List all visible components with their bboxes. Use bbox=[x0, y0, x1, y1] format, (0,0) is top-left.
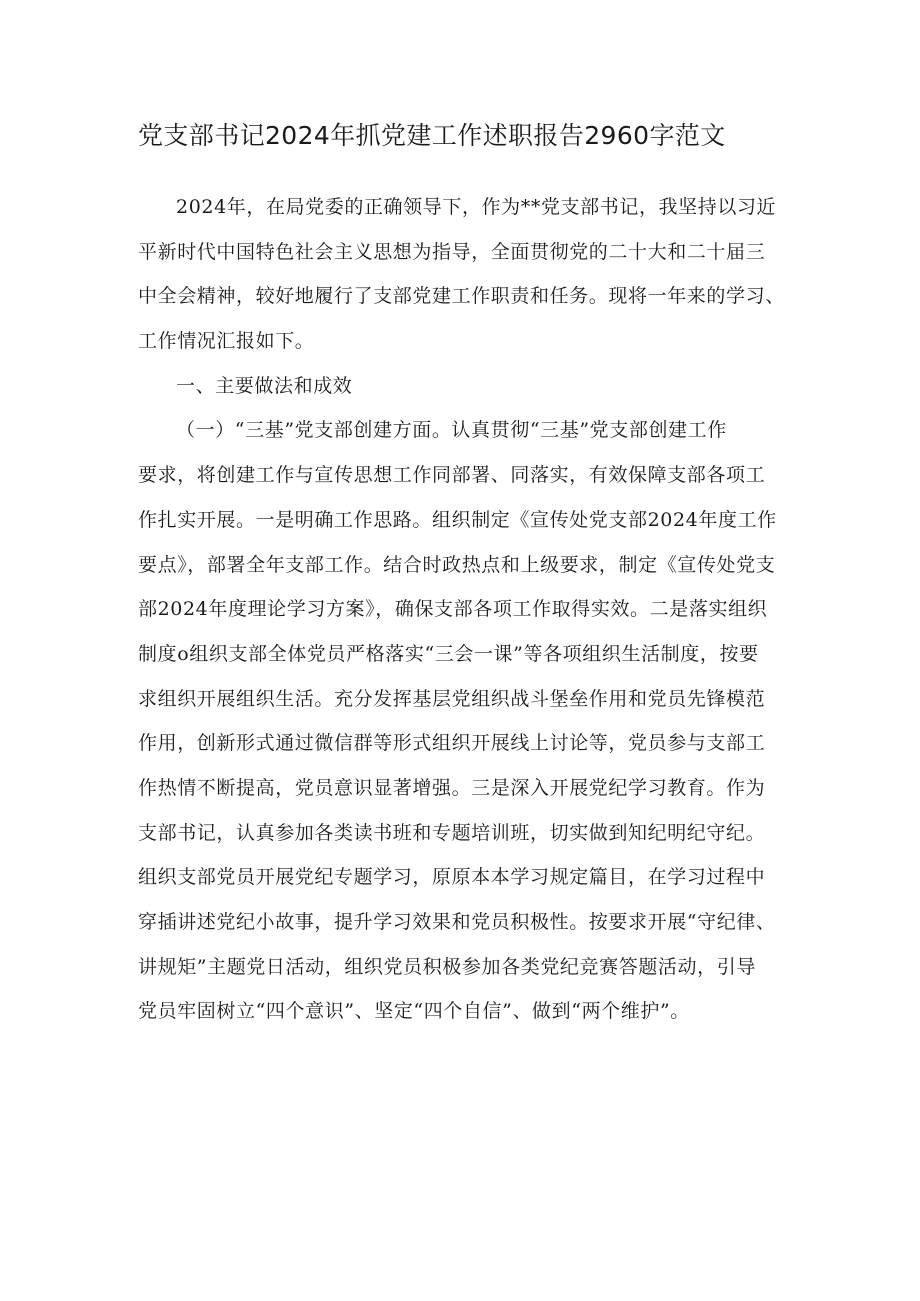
paragraph-line: 部2024年度理论学习方案》，确保支部各项工作取得实效。二是落实组织 bbox=[138, 598, 768, 621]
paragraph-line: 组织支部党员开展党纪专题学习，原原本本学习规定篇目，在学习过程中 bbox=[138, 866, 766, 889]
paragraph-line: 作热情不断提高，党员意识显著增强。三是深入开展党纪学习教育。作为 bbox=[138, 776, 766, 799]
paragraph-line: 讲规矩”主题党日活动，组织党员积极参加各类党纪竞赛答题活动，引导 bbox=[138, 955, 756, 978]
paragraph-line: 要点》，部署全年支部工作。结合时政热点和上级要求，制定《宣传处党支 bbox=[138, 553, 776, 576]
paragraph-line: 要求，将创建工作与宣传思想工作同部署、同落实，有效保障支部各项工 bbox=[138, 464, 766, 487]
paragraph-line: 求组织开展组织生活。充分发挥基层党组织战斗堡垒作用和党员先锋模范 bbox=[138, 687, 766, 710]
section-heading: 一、主要做法和成效 bbox=[176, 374, 353, 397]
paragraph-line: 平新时代中国特色社会主义思想为指导，全面贯彻党的二十大和二十届三 bbox=[138, 240, 766, 263]
paragraph-line: 2024年，在局党委的正确领导下，作为**党支部书记，我坚持以习近 bbox=[176, 196, 777, 218]
paragraph-line: 工作情况汇报如下。 bbox=[138, 330, 315, 353]
document-title: 党支部书记2024年抓党建工作述职报告2960字范文 bbox=[138, 121, 726, 150]
paragraph-line: 制度o组织支部全体党员严格落实“三会一课”等各项组织生活制度，按要 bbox=[138, 642, 759, 665]
paragraph-line: 中全会精神，较好地履行了支部党建工作职责和任务。现将一年来的学习、 bbox=[138, 285, 785, 308]
paragraph-line: 穿插讲述党纪小故事，提升学习效果和党员积极性。按要求开展“守纪律、 bbox=[138, 911, 776, 933]
paragraph-line: （一）“三基”党支部创建方面。认真贯彻“三基”党支部创建工作 bbox=[176, 419, 727, 442]
document-body bbox=[138, 185, 788, 1034]
paragraph-line: 党员牢固树立“四个意识”、坚定“四个自信”、做到“两个维护”。 bbox=[138, 1000, 690, 1023]
paragraph-line: 支部书记，认真参加各类读书班和专题培训班，切实做到知纪明纪守纪。 bbox=[138, 821, 766, 844]
paragraph-line: 作扎实开展。一是明确工作思路。组织制定《宣传处党支部2024年度工作 bbox=[138, 508, 777, 531]
paragraph-line: 作用，创新形式通过微信群等形式组织开展线上讨论等，党员参与支部工 bbox=[138, 732, 766, 755]
